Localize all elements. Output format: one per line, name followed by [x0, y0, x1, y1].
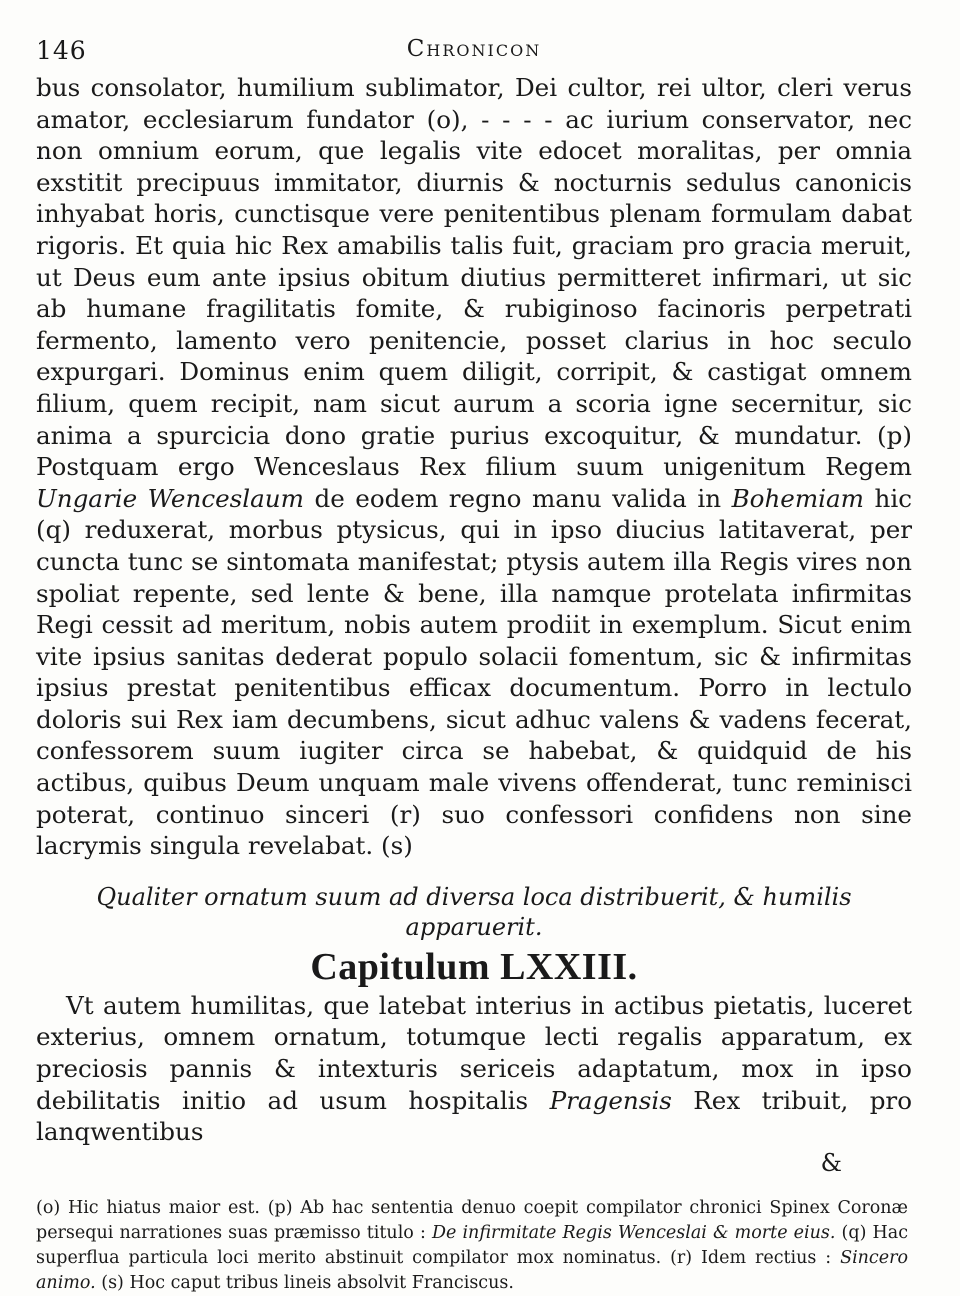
- footnote-text-b: (q) Hac superflua particula loci merito abstinuit compilator mox nominatus. (r) Idem rectius :: [36, 1222, 909, 1268]
- paragraph-1-italic-a: Ungarie Wenceslaum: [36, 483, 304, 513]
- paragraph-1: [36, 72, 912, 862]
- footnote-italic-b: Sincero animo.: [36, 1247, 908, 1293]
- chapter-heading: [36, 882, 912, 990]
- paragraph-2-text-b: Rex tribuit, pro lanqwentibus: [36, 1085, 913, 1147]
- footnote-text-a: (o) Hic hiatus maior est. (p) Ab hac sententia denuo coepit compilator chronici Spinex Coronæ persequi narrationes suas præmisso titulo :: [36, 1197, 908, 1243]
- paragraph-2-text-a: Vt autem humilitas, que latebat interius in actibus pietatis, luceret exterius, omnem ornatum, totumque lecti regalis apparatum, ex preciosis pannis & intexturis sericeis adaptatum, mox in ipso debilitatis initio ad usum hospitalis: [36, 990, 912, 1115]
- running-title: Chronicon: [406, 36, 542, 62]
- paragraph-1-text-c: hic (q) reduxerat, morbus ptysicus, qui in ipso diucius latitaverat, per cuncta tunc se sintomata manifestat; ptysis autem illa Regis vires non spoliat repente, sed lente & bene, illa namque protelata infirmitas Regi cessit ad meritum, nobis autem prodiit in exemplum. Sicut enim vite ipsius sanitas dederat populo solacii fomentum, sic & infirmitas ipsius prestat penitentibus efficax documentum. Porro in lectulo doloris sui Rex iam decumbens, sicut adhuc valens & vadens fecerat, confessorem suum iugiter circa se habebat, & quidquid de his actibus, quibus Deum unquam male vivens offenderat, tunc reminisci poterat, continuo sinceri (r) suo confessori confidens non sine lacrymis singula revelabat. (s): [36, 483, 913, 861]
- paragraph-1-text-a: bus consolator, humilium sublimator, Dei cultor, rei ultor, cleri verus amator, ecclesiarum fundator (o), - - - - ac iurium conservator, nec non omnium eorum, que legalis vite edocet moralitas, per omnia exstitit precipuus immitator, diurnis & nocturnis sedulus canonicis inhyabat horis, cunctisque vere penitentibus plenam formulam dabat rigoris. Et quia hic Rex amabilis talis fuit, graciam pro gracia meruit, ut Deus eum ante ipsius obitum diutius permitteret infirmari, ut sic ab humane fragilitatis fomite, & rubiginoso facinoris perpetrati fermento, lamento vero penitencie, posset clarius in hoc seculo expurgari. Dominus enim quem diligit, corripit, & castigat omnem filium, quem recipit, nam sicut aurum a scoria igne secernitur, sic anima a spurcicia dono gratie purius excoquitur, & mundatur. (p) Postquam ergo Wenceslaus Rex filium suum unigenitum Regem: [36, 73, 912, 482]
- paragraph-2: [36, 990, 912, 1148]
- catchword: &: [820, 1148, 842, 1177]
- paragraph-2-italic-a: Pragensis: [549, 1085, 672, 1115]
- footnotes: [36, 1196, 912, 1296]
- chapter-subtitle: Qualiter ornatum suum ad diversa loca distribuerit, & humilis apparuerit.: [96, 882, 852, 941]
- footnote-text-c: (s) Hoc caput tribus lineis absolvit Franciscus.: [95, 1272, 514, 1293]
- paragraph-1-italic-b: Bohemiam: [731, 483, 865, 513]
- chapter-title: Capitulum LXXIII.: [310, 945, 638, 988]
- footnote-italic-a: De infirmitate Regis Wenceslai & morte eius.: [431, 1222, 836, 1243]
- page-header: [36, 36, 912, 70]
- paragraph-1-text-b: de eodem regno manu valida in: [303, 483, 732, 513]
- page-number: 146: [36, 36, 87, 65]
- main-text: [36, 72, 912, 1178]
